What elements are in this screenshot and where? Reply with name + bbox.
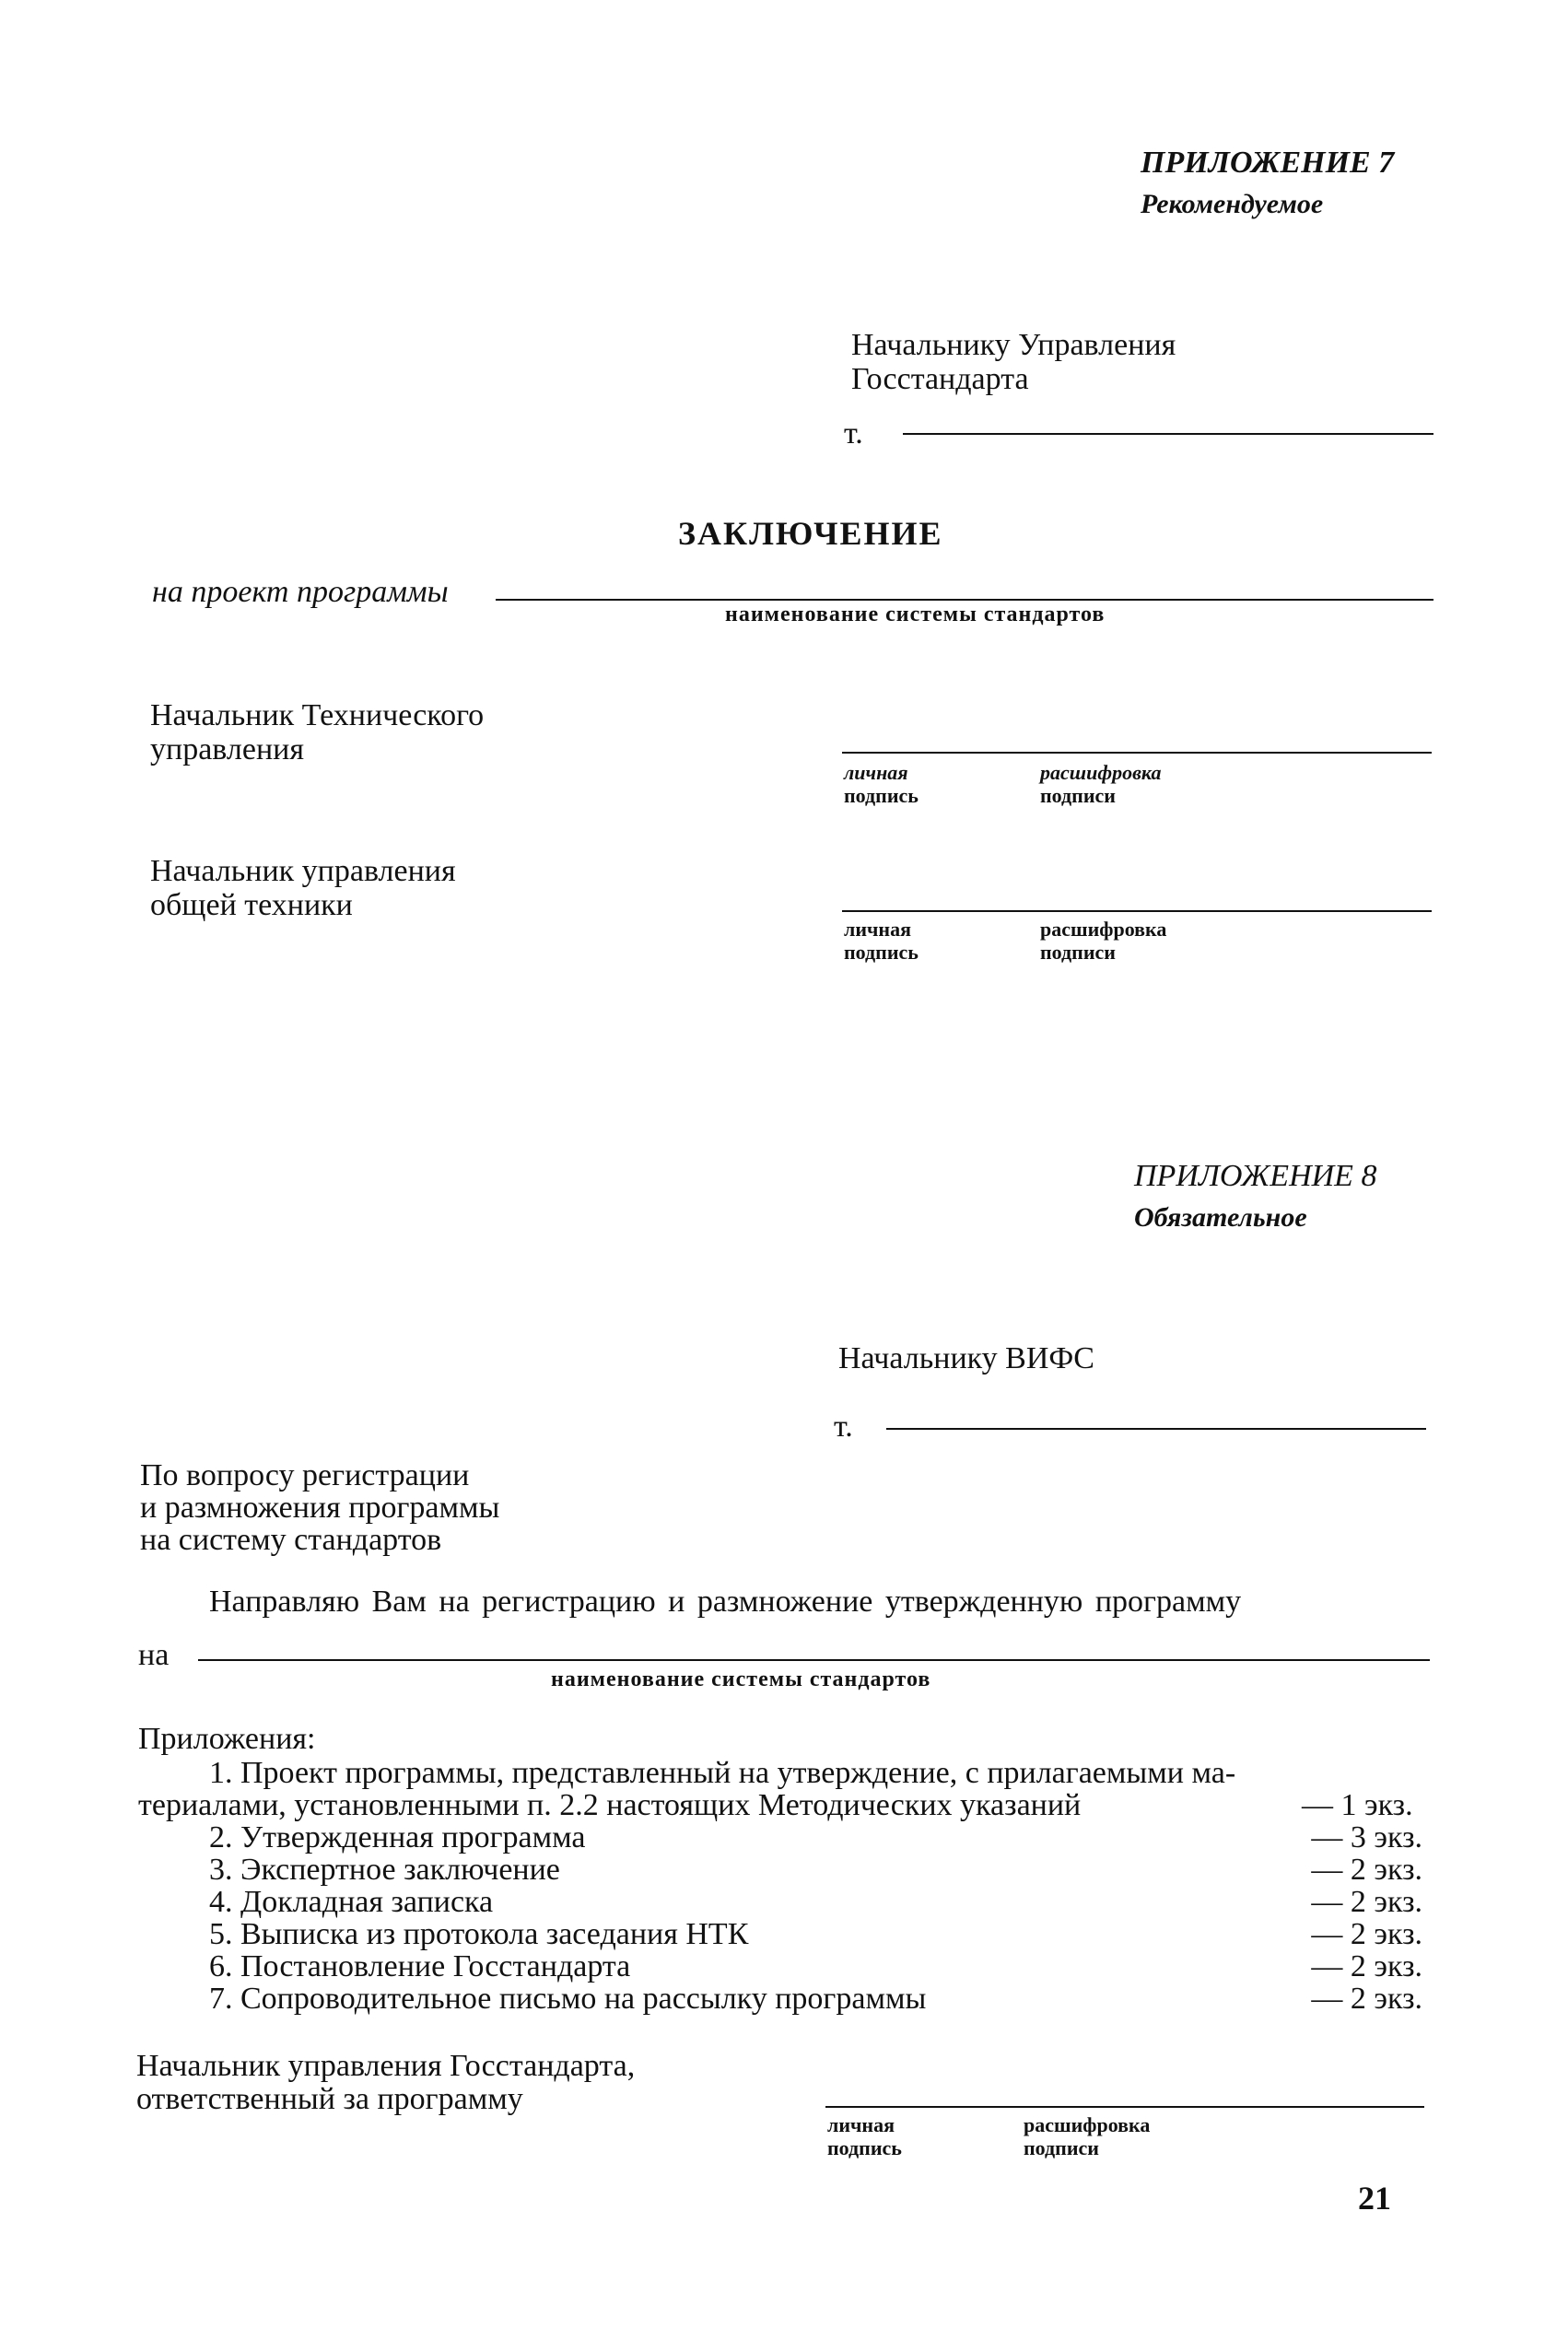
appendix8-t-line	[886, 1428, 1426, 1430]
appendix8-addressee: Начальнику ВИФС	[838, 1341, 1094, 1375]
project-line	[496, 599, 1433, 601]
attachment-7-qty: — 2 экз.	[1311, 1982, 1422, 2016]
attachment-4-text: 4. Докладная записка	[209, 1885, 494, 1919]
signature2-position-line1: Начальник управления	[150, 854, 456, 888]
na-label: на	[138, 1638, 170, 1672]
signer-line2: ответственный за программу	[136, 2082, 523, 2116]
attachment-1-line2: териалами, установленными п. 2.2 настоящих Методических указаний	[138, 1788, 1082, 1822]
final-decode-label-2: подписи	[1024, 2136, 1099, 2159]
final-decode-label-1: расшифровка	[1024, 2113, 1151, 2136]
attachment-4-qty: — 2 экз.	[1311, 1885, 1422, 1919]
signature2-sign-label-1: личная	[844, 918, 912, 941]
attachment-6-qty: — 2 экз.	[1311, 1949, 1422, 1983]
appendix8-subtitle: Обязательное	[1134, 1202, 1307, 1233]
appendix7-t-line	[903, 433, 1433, 435]
attachments-label: Приложения:	[138, 1722, 316, 1756]
attachment-2-qty: — 3 экз.	[1311, 1820, 1422, 1854]
appendix7-addressee-line2: Госстандарта	[851, 362, 1029, 396]
attachment-1-qty: — 1 экз.	[1302, 1788, 1413, 1822]
signature1-sign-label-1: личная	[844, 761, 908, 784]
attachment-5-qty: — 2 экз.	[1311, 1917, 1422, 1951]
signature2-decode-label-2: подписи	[1040, 941, 1116, 964]
attachment-2-text: 2. Утвержденная программа	[209, 1820, 586, 1854]
signer-line1: Начальник управления Госстандарта,	[136, 2049, 636, 2083]
signature1-position-line2: управления	[150, 732, 304, 766]
system-caption: наименование системы стандартов	[551, 1667, 931, 1691]
signature2-decode-label-1: расшифровка	[1040, 918, 1167, 941]
appendix7-addressee-line1: Начальнику Управления	[851, 328, 1176, 362]
signature2-position-line2: общей техники	[150, 888, 353, 922]
page-number: 21	[1358, 2180, 1391, 2217]
signature1-decode-label-2: подписи	[1040, 784, 1116, 807]
system-line	[198, 1659, 1430, 1661]
appendix7-heading: ЗАКЛЮЧЕНИЕ	[678, 515, 943, 552]
signature1-sign-label-2: подпись	[844, 784, 919, 807]
project-caption: наименование системы стандартов	[725, 602, 1106, 626]
attachment-3-text: 3. Экспертное заключение	[209, 1853, 560, 1887]
subject-line1: По вопросу регистрации	[140, 1458, 470, 1492]
attachment-1-line1: 1. Проект программы, представленный на утверждение, с прилагаемыми ма-	[209, 1756, 1236, 1790]
subject-line3: на систему стандартов	[140, 1523, 442, 1557]
attachment-6-text: 6. Постановление Госстандарта	[209, 1949, 631, 1983]
final-sign-label-1: личная	[827, 2113, 895, 2136]
appendix8-title: ПРИЛОЖЕНИЕ 8	[1134, 1159, 1377, 1193]
signature2-line	[842, 910, 1432, 912]
final-sign-label-2: подпись	[827, 2136, 902, 2159]
project-label: на проект программы	[152, 575, 449, 609]
signature2-sign-label-2: подпись	[844, 941, 919, 964]
appendix7-subtitle: Рекомендуемое	[1141, 189, 1324, 219]
subject-line2: и размножения программы	[140, 1491, 500, 1525]
attachment-5-text: 5. Выписка из протокола заседания НТК	[209, 1917, 749, 1951]
attachment-3-qty: — 2 экз.	[1311, 1853, 1422, 1887]
appendix7-t-label: т.	[844, 416, 863, 450]
appendix8-t-label: т.	[834, 1410, 853, 1444]
body-text: Направляю Вам на регистрацию и размножение утвержденную программу	[209, 1585, 1242, 1619]
appendix7-title: ПРИЛОЖЕНИЕ 7	[1141, 146, 1395, 180]
signature1-line	[842, 752, 1432, 754]
attachment-7-text: 7. Сопроводительное письмо на рассылку программы	[209, 1982, 927, 2016]
signature1-decode-label-1: расшифровка	[1040, 761, 1162, 784]
signature1-position-line1: Начальник Технического	[150, 698, 485, 732]
final-signature-line	[825, 2106, 1424, 2108]
